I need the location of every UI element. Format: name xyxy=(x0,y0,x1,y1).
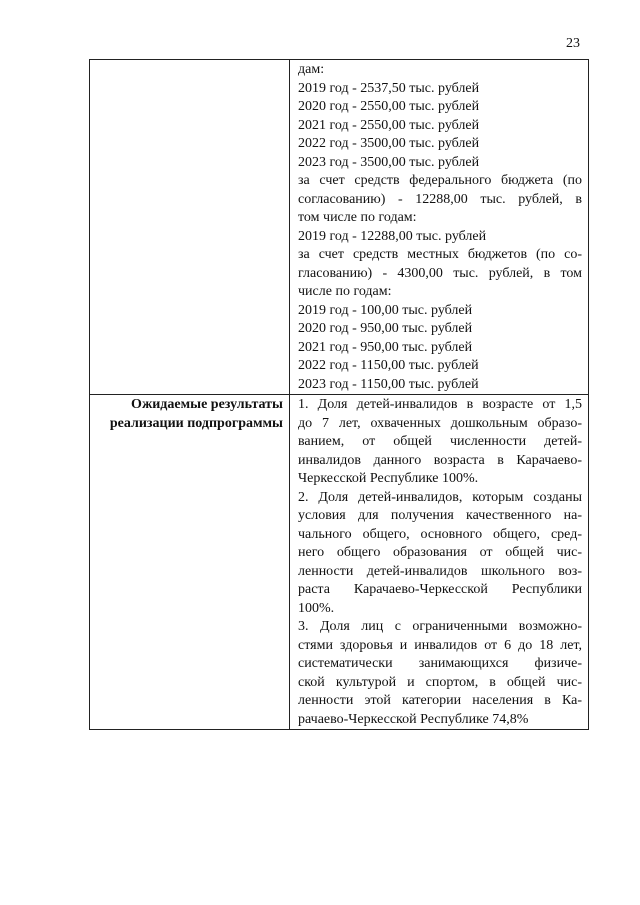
results-line: него общего образования от общей чис- xyxy=(298,545,582,560)
results-line: ленности этой категории населения в Ка- xyxy=(298,693,582,708)
funding-line: 2020 год - 2550,00 тыс. рублей xyxy=(298,99,480,114)
results-line: ленности детей-инвалидов школьного воз- xyxy=(298,563,582,579)
funding-line: за счет средств федерального бюджета (по xyxy=(298,173,582,188)
funding-line: 2019 год - 100,00 тыс. рублей xyxy=(298,302,473,318)
results-line: рачаево-Черкесской Республике 74,8% xyxy=(298,711,529,727)
funding-line: дам: xyxy=(298,62,325,77)
results-line: Черкесской Республике 100%. xyxy=(298,471,479,486)
results-line: 100%. xyxy=(298,600,335,616)
funding-line: согласованию) - 12288,00 тыс. рублей, в xyxy=(298,191,582,207)
expected-results-label-cell xyxy=(90,395,290,730)
funding-line: 2023 год - 1150,00 тыс. рублей xyxy=(298,376,479,392)
results-line: инвалидов данного возраста в Карачаево- xyxy=(298,452,582,468)
results-line: до 7 лет, охваченных дошкольным образо- xyxy=(298,415,582,431)
results-line: систематически занимающихся физиче- xyxy=(298,656,582,671)
funding-line: 2019 год - 12288,00 тыс. рублей xyxy=(298,228,487,244)
page-number: 23 xyxy=(566,36,580,51)
table-row-funding xyxy=(90,60,589,395)
results-line: ванием, от общей численности детей- xyxy=(298,434,582,449)
funding-line: том числе по годам: xyxy=(298,210,417,225)
funding-line: 2022 год - 1150,00 тыс. рублей xyxy=(298,358,479,373)
results-line: условия для получения качественного на- xyxy=(298,508,582,523)
funding-line: гласованию) - 4300,00 тыс. рублей, в том xyxy=(298,265,582,281)
funding-line: 2021 год - 950,00 тыс. рублей xyxy=(298,339,473,355)
results-line: 1. Доля детей-инвалидов в возрасте от 1,5 xyxy=(298,397,582,412)
results-line: стями здоровья и инвалидов от 6 до 18 лет, xyxy=(298,637,582,653)
results-line: 3. Доля лиц с ограниченными возможно- xyxy=(298,619,582,634)
funding-line: 2022 год - 3500,00 тыс. рублей xyxy=(298,136,480,151)
results-line: 2. Доля детей-инвалидов, которым созданы xyxy=(298,489,582,505)
expected-results-label: реализации подпрограммы xyxy=(109,415,283,431)
funding-value-cell xyxy=(290,60,589,395)
funding-line: за счет средств местных бюджетов (по со- xyxy=(298,247,582,262)
funding-label-cell xyxy=(90,60,290,395)
expected-results-value-cell xyxy=(290,395,589,730)
results-line: чального общего, основного общего, сред- xyxy=(298,526,582,542)
table-row-expected-results xyxy=(90,395,589,730)
results-line: ской культурой и спортом, в общей чис- xyxy=(298,674,582,690)
results-line: раста Карачаево-Черкесской Республики xyxy=(298,582,582,597)
subprogram-passport-table xyxy=(89,59,589,730)
funding-line: 2021 год - 2550,00 тыс. рублей xyxy=(298,117,480,133)
expected-results-label: Ожидаемые результаты xyxy=(131,397,283,412)
funding-line: 2023 год - 3500,00 тыс. рублей xyxy=(298,154,480,170)
funding-line: числе по годам: xyxy=(298,284,392,299)
funding-line: 2019 год - 2537,50 тыс. рублей xyxy=(298,80,480,96)
funding-line: 2020 год - 950,00 тыс. рублей xyxy=(298,321,473,336)
